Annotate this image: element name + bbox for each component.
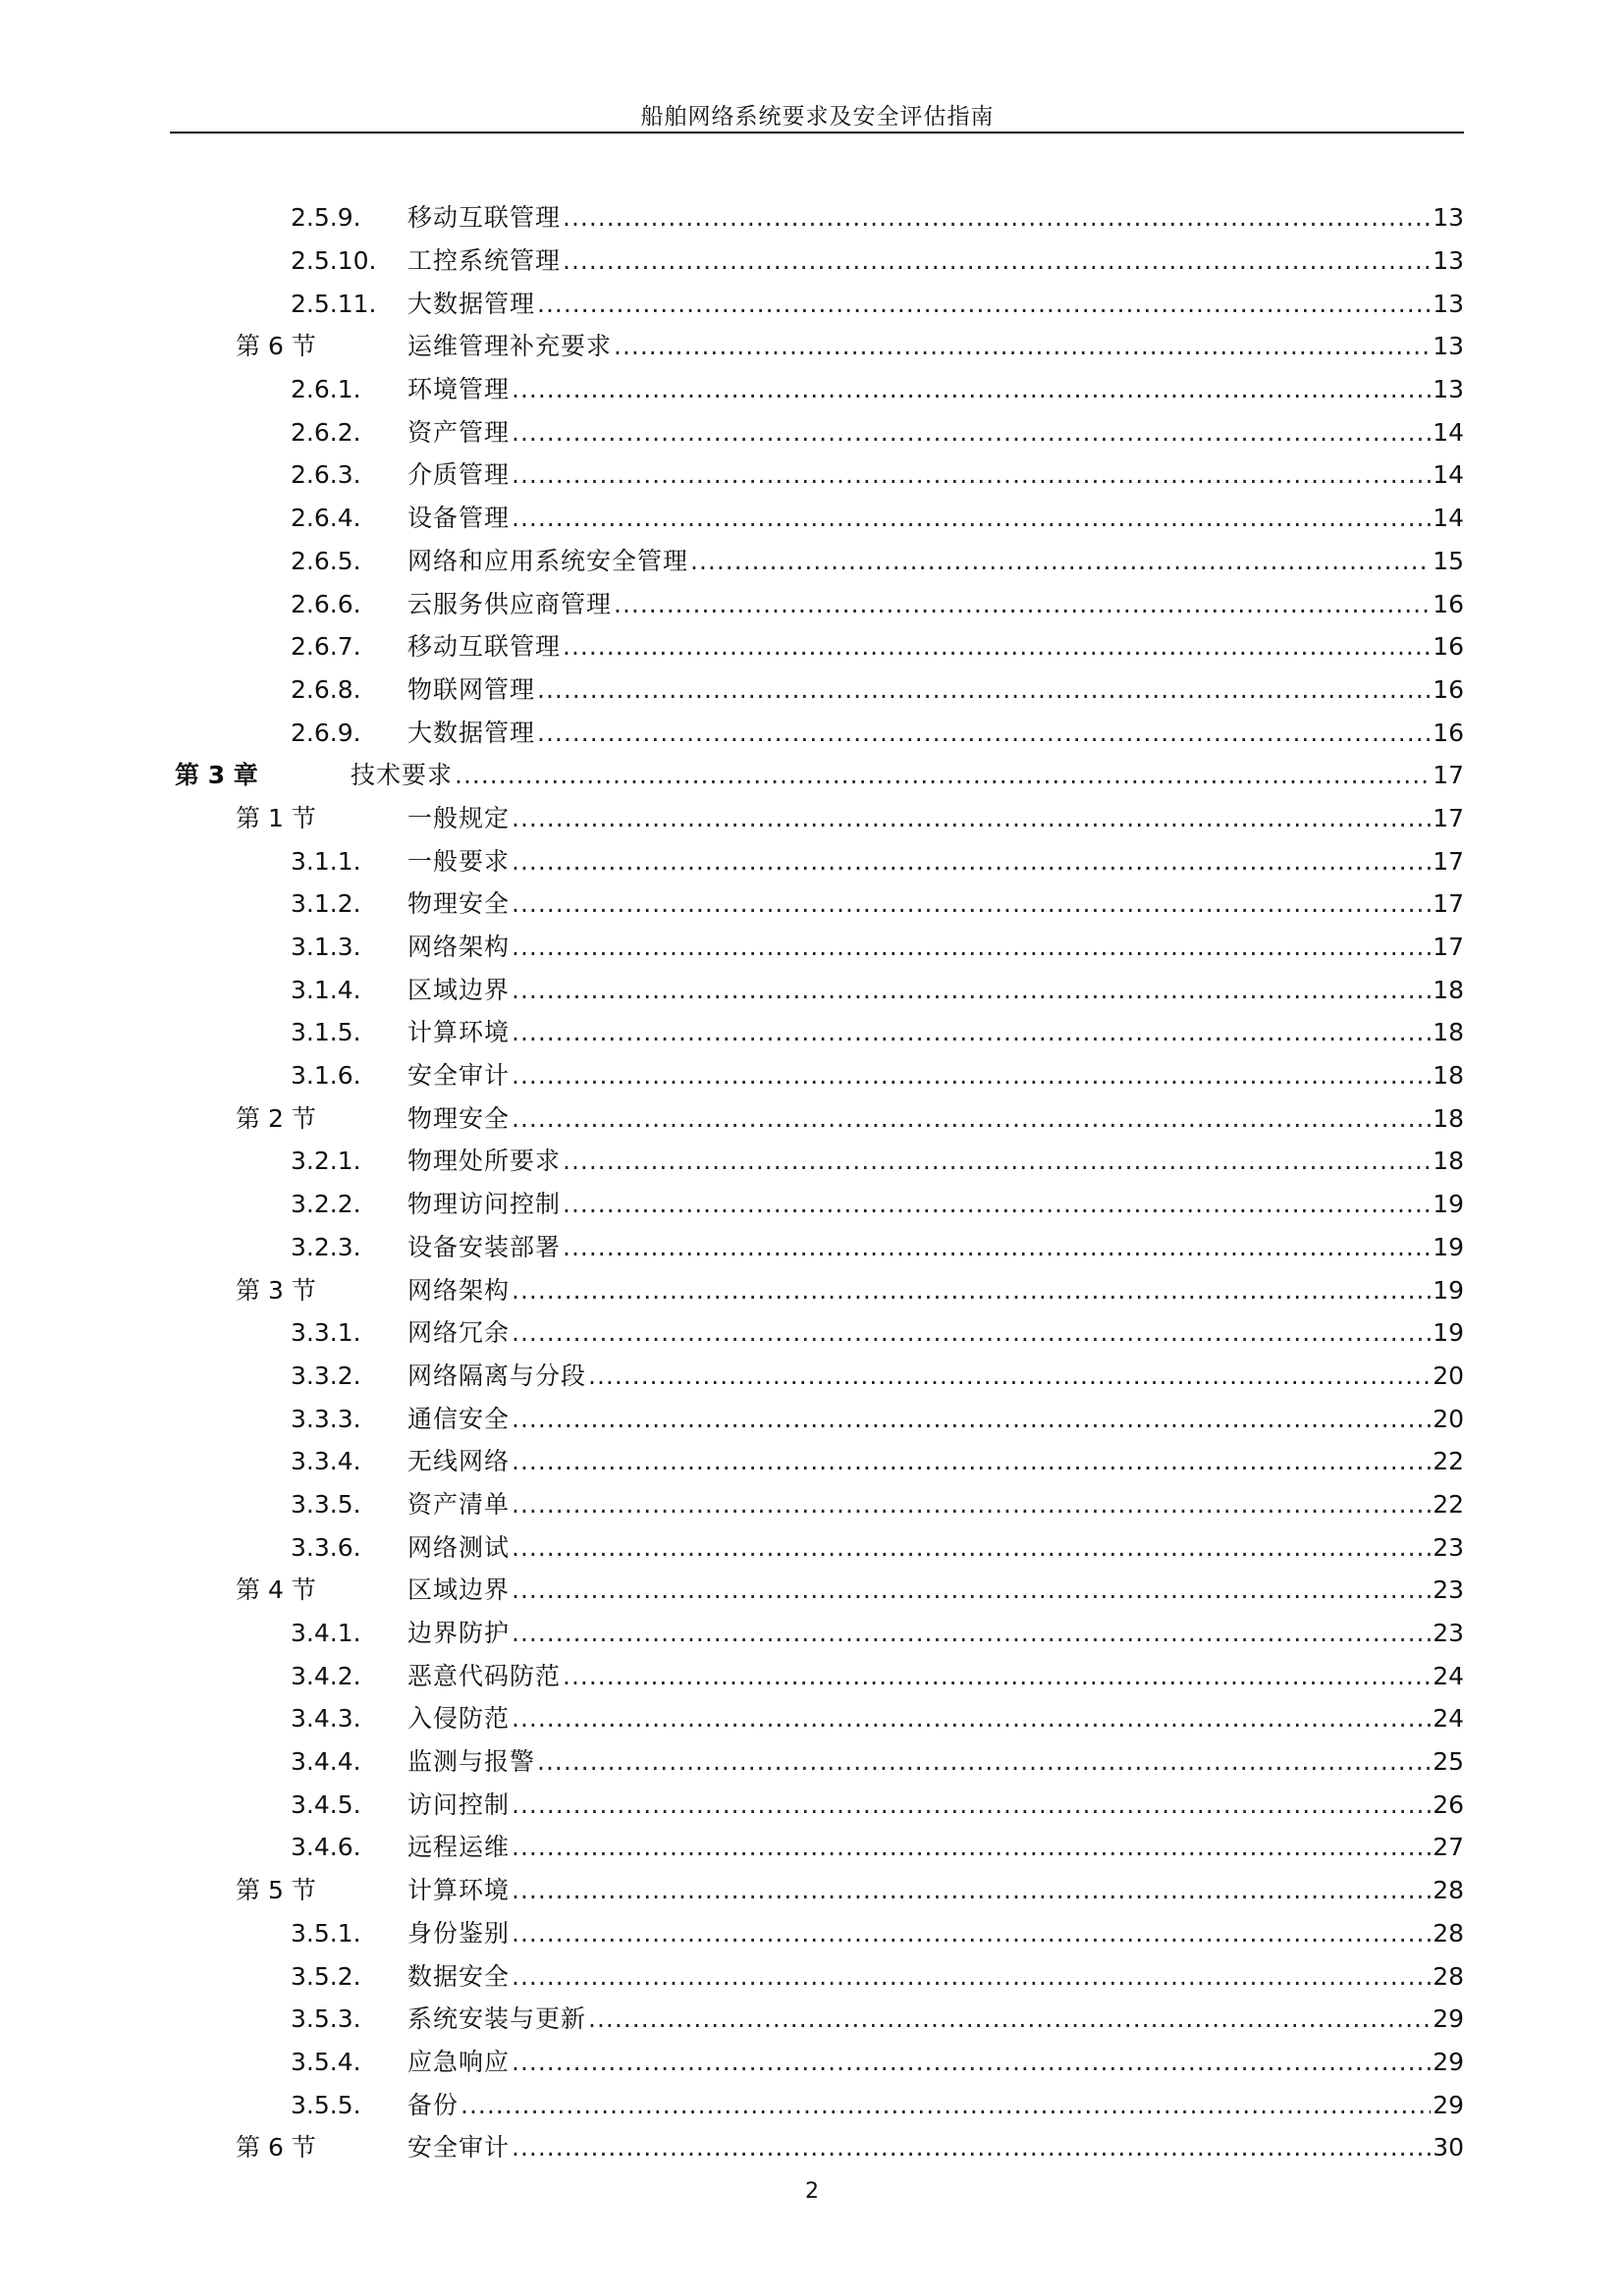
toc-entry-page: 23 (1433, 1619, 1464, 1648)
toc-entry-title: 移动互联管理 (407, 632, 562, 662)
toc-entry-page: 30 (1433, 2133, 1464, 2163)
toc-entry-page: 16 (1433, 674, 1464, 704)
toc-entry[interactable] (0, 2041, 1624, 2084)
toc-entry-title: 入侵防范 (407, 1704, 511, 1734)
toc-entry[interactable] (0, 926, 1624, 969)
toc-entry[interactable] (0, 1397, 1624, 1440)
dot-leader (512, 2135, 1431, 2160)
toc-entry[interactable] (0, 1740, 1624, 1784)
toc-entry-page: 23 (1433, 1575, 1464, 1605)
dot-leader (563, 248, 1431, 273)
toc-entry-number: 2.6.2. (291, 417, 361, 447)
toc-entry-title: 网络架构 (407, 1275, 511, 1305)
toc-entry-title: 设备管理 (407, 504, 511, 533)
toc-entry[interactable] (0, 1525, 1624, 1569)
toc-entry-number: 3.5.1. (291, 1918, 361, 1948)
toc-entry-page: 17 (1433, 889, 1464, 919)
toc-entry-number: 2.6.1. (291, 375, 361, 404)
dot-leader (537, 1749, 1431, 1774)
toc-entry-title: 运维管理补充要求 (407, 332, 613, 361)
toc-entry-title: 资产清单 (407, 1489, 511, 1519)
toc-entry-page: 17 (1433, 803, 1464, 832)
dot-leader (512, 1320, 1431, 1345)
toc-entry-number: 3.2.3. (291, 1232, 361, 1261)
toc-entry-number: 2.6.7. (291, 632, 361, 662)
toc-entry-title: 设备安装部署 (407, 1232, 562, 1261)
dot-leader (512, 1449, 1431, 1473)
toc-entry-page: 29 (1433, 2047, 1464, 2076)
toc-entry-title: 物理安全 (407, 1103, 511, 1133)
toc-entry-number: 3.1.4. (291, 975, 361, 1004)
toc-entry-title: 数据安全 (407, 1961, 511, 1991)
dot-leader (512, 849, 1431, 874)
dot-leader (512, 1706, 1431, 1731)
toc-entry[interactable] (0, 1912, 1624, 1955)
toc-entry-number: 3.1.5. (291, 1018, 361, 1047)
toc-entry[interactable] (0, 1183, 1624, 1226)
toc-entry-number: 第 6 节 (236, 332, 316, 361)
toc-entry[interactable] (0, 1268, 1624, 1311)
dot-leader (512, 377, 1431, 401)
toc-entry-page: 24 (1433, 1704, 1464, 1734)
toc-entry-title: 网络隔离与分段 (407, 1361, 587, 1390)
toc-entry-page: 28 (1433, 1961, 1464, 1991)
toc-entry-title: 身份鉴别 (407, 1918, 511, 1948)
toc-entry[interactable] (0, 368, 1624, 411)
toc-entry-number: 第 4 节 (236, 1575, 316, 1605)
dot-leader (563, 1664, 1431, 1688)
dot-leader (512, 934, 1431, 959)
toc-entry-title: 移动互联管理 (407, 203, 562, 233)
toc-entry[interactable] (0, 797, 1624, 840)
toc-entry[interactable] (0, 1569, 1624, 1612)
toc-entry-title: 网络架构 (407, 933, 511, 962)
toc-entry[interactable] (0, 1612, 1624, 1655)
toc-entry[interactable] (0, 1226, 1624, 1269)
toc-entry-number: 第 2 节 (236, 1103, 316, 1133)
dot-leader (537, 292, 1431, 316)
toc-entry[interactable] (0, 968, 1624, 1011)
dot-leader (512, 1492, 1431, 1517)
dot-leader (563, 1148, 1431, 1173)
toc-entry-number: 2.5.10. (291, 246, 377, 276)
toc-entry-title: 无线网络 (407, 1447, 511, 1476)
toc-entry-page: 16 (1433, 632, 1464, 662)
toc-entry-title: 资产管理 (407, 417, 511, 447)
dot-leader (563, 1235, 1431, 1259)
toc-entry-page: 19 (1433, 1232, 1464, 1261)
toc-entry-number: 2.6.8. (291, 674, 361, 704)
toc-entry[interactable] (0, 1054, 1624, 1097)
toc-entry-number: 第 3 章 (175, 761, 258, 790)
toc-entry-number: 3.4.2. (291, 1661, 361, 1690)
toc-entry-title: 物理访问控制 (407, 1190, 562, 1219)
toc-entry-page: 22 (1433, 1447, 1464, 1476)
toc-entry[interactable] (0, 410, 1624, 454)
toc-entry-title: 云服务供应商管理 (407, 589, 613, 618)
toc-entry-number: 3.3.6. (291, 1532, 361, 1562)
toc-entry-number: 2.6.6. (291, 589, 361, 618)
dot-leader (512, 806, 1431, 830)
toc-entry-number: 2.5.9. (291, 203, 361, 233)
dot-leader (512, 506, 1431, 530)
toc-entry-title: 计算环境 (407, 1018, 511, 1047)
toc-entry-page: 17 (1433, 846, 1464, 876)
table-of-contents (0, 196, 1624, 2169)
header-rule (170, 132, 1464, 133)
dot-leader (537, 677, 1431, 702)
toc-entry-number: 2.6.9. (291, 718, 361, 747)
toc-entry[interactable] (0, 1440, 1624, 1483)
toc-entry-title: 备份 (407, 2090, 460, 2119)
dot-leader (512, 2050, 1431, 2074)
toc-entry[interactable] (0, 1869, 1624, 1912)
toc-entry-title: 监测与报警 (407, 1747, 536, 1777)
toc-entry-number: 3.4.1. (291, 1619, 361, 1648)
toc-entry[interactable] (0, 1011, 1624, 1054)
toc-entry-number: 2.5.11. (291, 289, 377, 318)
dot-leader (614, 334, 1431, 358)
toc-entry-page: 19 (1433, 1275, 1464, 1305)
toc-entry-page: 17 (1433, 933, 1464, 962)
dot-leader (563, 205, 1431, 230)
toc-entry-number: 第 1 节 (236, 803, 316, 832)
dot-leader (563, 634, 1431, 659)
dot-leader (512, 420, 1431, 445)
toc-entry-title: 安全审计 (407, 2133, 511, 2163)
toc-entry-page: 22 (1433, 1489, 1464, 1519)
toc-entry[interactable] (0, 839, 1624, 882)
toc-entry-title: 应急响应 (407, 2047, 511, 2076)
toc-entry-title: 边界防护 (407, 1619, 511, 1648)
toc-entry-title: 物理安全 (407, 889, 511, 919)
dot-leader (512, 1278, 1431, 1303)
toc-entry[interactable] (0, 240, 1624, 283)
dot-leader (614, 592, 1431, 616)
dot-leader (537, 721, 1431, 745)
toc-entry[interactable] (0, 1140, 1624, 1183)
toc-entry-number: 3.4.5. (291, 1789, 361, 1819)
toc-entry-page: 18 (1433, 1061, 1464, 1091)
toc-entry-title: 通信安全 (407, 1404, 511, 1433)
toc-entry-title: 区域边界 (407, 1575, 511, 1605)
toc-entry[interactable] (0, 196, 1624, 240)
toc-entry-number: 3.3.2. (291, 1361, 361, 1390)
toc-entry-title: 介质管理 (407, 460, 511, 490)
toc-entry[interactable] (0, 1783, 1624, 1826)
dot-leader (512, 978, 1431, 1002)
toc-entry[interactable] (0, 1826, 1624, 1869)
toc-entry-number: 3.3.1. (291, 1318, 361, 1348)
toc-entry-number: 3.1.2. (291, 889, 361, 919)
toc-entry[interactable] (0, 625, 1624, 668)
toc-entry-title: 系统安装与更新 (407, 2004, 587, 2034)
toc-entry-title: 计算环境 (407, 1876, 511, 1905)
toc-entry-title: 安全审计 (407, 1061, 511, 1091)
toc-entry-title: 网络测试 (407, 1532, 511, 1562)
toc-entry-title: 技术要求 (351, 761, 454, 790)
toc-entry-page: 29 (1433, 2004, 1464, 2034)
toc-entry-number: 3.5.3. (291, 2004, 361, 2034)
toc-entry-title: 网络和应用系统安全管理 (407, 546, 689, 575)
toc-entry-page: 19 (1433, 1190, 1464, 1219)
toc-entry[interactable] (0, 1355, 1624, 1398)
page-number: 2 (805, 2179, 819, 2204)
dot-leader (512, 1792, 1431, 1817)
toc-entry-page: 19 (1433, 1318, 1464, 1348)
dot-leader (460, 2093, 1431, 2117)
toc-entry-page: 18 (1433, 1147, 1464, 1176)
dot-leader (512, 1835, 1431, 1859)
dot-leader (512, 1535, 1431, 1560)
dot-leader (512, 1106, 1431, 1131)
toc-entry-number: 3.4.6. (291, 1833, 361, 1862)
toc-entry-number: 3.3.5. (291, 1489, 361, 1519)
running-header: 船舶网络系统要求及安全评估指南 (640, 104, 995, 130)
toc-entry-title: 一般规定 (407, 803, 511, 832)
toc-entry-number: 2.6.3. (291, 460, 361, 490)
toc-entry[interactable] (0, 1311, 1624, 1355)
toc-entry-page: 25 (1433, 1747, 1464, 1777)
dot-leader (512, 462, 1431, 487)
toc-entry[interactable] (0, 540, 1624, 583)
toc-entry-number: 3.3.3. (291, 1404, 361, 1433)
toc-entry[interactable] (0, 1654, 1624, 1697)
toc-entry-page: 16 (1433, 718, 1464, 747)
toc-entry-page: 28 (1433, 1876, 1464, 1905)
toc-entry-page: 29 (1433, 2090, 1464, 2119)
toc-entry-page: 14 (1433, 417, 1464, 447)
toc-entry[interactable] (0, 454, 1624, 497)
toc-entry[interactable] (0, 1096, 1624, 1140)
toc-entry-page: 16 (1433, 589, 1464, 618)
toc-entry-title: 大数据管理 (407, 718, 536, 747)
toc-entry-page: 13 (1433, 375, 1464, 404)
toc-entry-number: 3.2.1. (291, 1147, 361, 1176)
toc-entry[interactable] (0, 754, 1624, 797)
toc-entry-title: 恶意代码防范 (407, 1661, 562, 1690)
toc-entry-title: 一般要求 (407, 846, 511, 876)
toc-entry-page: 26 (1433, 1789, 1464, 1819)
dot-leader (512, 1407, 1431, 1431)
toc-entry[interactable] (0, 582, 1624, 625)
toc-entry-page: 23 (1433, 1532, 1464, 1562)
dot-leader (512, 1577, 1431, 1602)
toc-entry[interactable] (0, 1954, 1624, 1998)
toc-entry[interactable] (0, 497, 1624, 540)
toc-entry[interactable] (0, 1998, 1624, 2041)
toc-entry-page: 13 (1433, 246, 1464, 276)
toc-entry[interactable] (0, 325, 1624, 368)
toc-entry-page: 27 (1433, 1833, 1464, 1862)
toc-entry-title: 访问控制 (407, 1789, 511, 1819)
toc-entry-page: 18 (1433, 1103, 1464, 1133)
dot-leader (512, 1063, 1431, 1088)
toc-entry-number: 2.6.4. (291, 504, 361, 533)
dot-leader (512, 891, 1431, 916)
toc-entry-number: 3.1.1. (291, 846, 361, 876)
toc-entry-number: 3.5.2. (291, 1961, 361, 1991)
toc-entry-number: 3.3.4. (291, 1447, 361, 1476)
dot-leader (588, 1363, 1431, 1388)
toc-entry[interactable] (0, 282, 1624, 325)
toc-entry-number: 3.2.2. (291, 1190, 361, 1219)
toc-entry-number: 2.6.5. (291, 546, 361, 575)
toc-entry-number: 3.5.5. (291, 2090, 361, 2119)
toc-entry-page: 24 (1433, 1661, 1464, 1690)
dot-leader (563, 1192, 1431, 1216)
toc-entry-title: 物理处所要求 (407, 1147, 562, 1176)
toc-entry-number: 3.1.6. (291, 1061, 361, 1091)
dot-leader (512, 1921, 1431, 1946)
dot-leader (512, 1964, 1431, 1989)
toc-entry[interactable] (0, 1697, 1624, 1740)
toc-entry-page: 18 (1433, 975, 1464, 1004)
toc-entry-number: 3.1.3. (291, 933, 361, 962)
toc-entry-page: 13 (1433, 203, 1464, 233)
toc-entry[interactable] (0, 668, 1624, 712)
toc-entry-title: 工控系统管理 (407, 246, 562, 276)
toc-entry-page: 13 (1433, 289, 1464, 318)
toc-entry-number: 3.5.4. (291, 2047, 361, 2076)
toc-entry[interactable] (0, 711, 1624, 754)
toc-entry-number: 第 3 节 (236, 1275, 316, 1305)
dot-leader (512, 1621, 1431, 1645)
toc-entry-page: 14 (1433, 504, 1464, 533)
toc-entry-title: 区域边界 (407, 975, 511, 1004)
toc-entry-page: 20 (1433, 1404, 1464, 1433)
toc-entry-title: 远程运维 (407, 1833, 511, 1862)
toc-entry-page: 18 (1433, 1018, 1464, 1047)
toc-entry-number: 3.4.4. (291, 1747, 361, 1777)
toc-entry-number: 第 5 节 (236, 1876, 316, 1905)
dot-leader (455, 763, 1431, 787)
toc-entry-page: 28 (1433, 1918, 1464, 1948)
toc-entry-title: 大数据管理 (407, 289, 536, 318)
dot-leader (588, 2006, 1431, 2031)
dot-leader (512, 1878, 1431, 1902)
toc-entry-page: 15 (1433, 546, 1464, 575)
toc-entry-page: 17 (1433, 761, 1464, 790)
toc-entry-page: 14 (1433, 460, 1464, 490)
toc-entry-page: 13 (1433, 332, 1464, 361)
toc-entry[interactable] (0, 882, 1624, 926)
toc-entry[interactable] (0, 2083, 1624, 2126)
dot-leader (690, 549, 1431, 573)
toc-entry-number: 3.4.3. (291, 1704, 361, 1734)
toc-entry-title: 环境管理 (407, 375, 511, 404)
dot-leader (512, 1020, 1431, 1044)
toc-entry-number: 第 6 节 (236, 2133, 316, 2163)
toc-entry-title: 物联网管理 (407, 674, 536, 704)
toc-entry[interactable] (0, 1483, 1624, 1526)
toc-entry-title: 网络冗余 (407, 1318, 511, 1348)
toc-entry-page: 20 (1433, 1361, 1464, 1390)
toc-entry[interactable] (0, 2126, 1624, 2169)
